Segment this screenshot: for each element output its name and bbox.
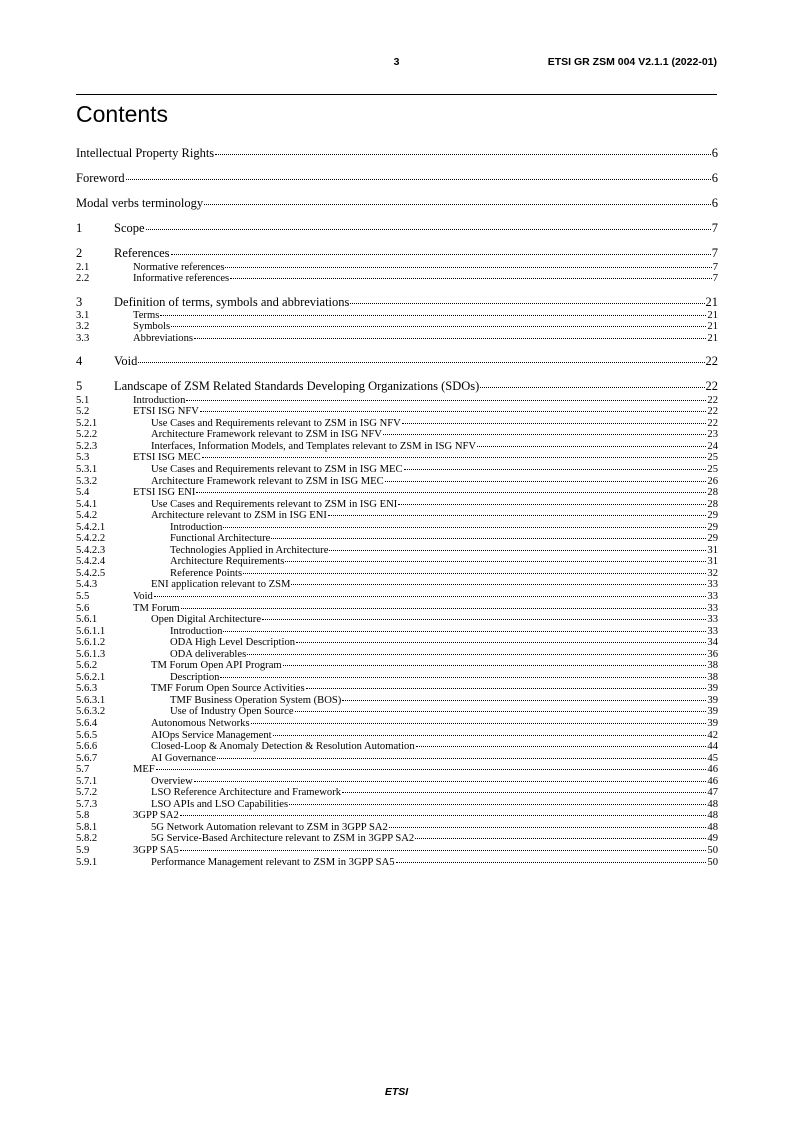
toc-leader-dots: [220, 677, 706, 678]
toc-entry-page: 34: [707, 637, 718, 649]
toc-entry-title: TM Forum Open API Program: [151, 660, 282, 672]
toc-entry[interactable]: [76, 296, 718, 311]
toc-entry-number: 5.6.2: [76, 660, 98, 672]
toc-entry-number: 5.6.2.1: [76, 671, 106, 683]
toc-entry-page: 7: [712, 273, 718, 285]
toc-entry-number: 5.4.2: [76, 510, 98, 522]
toc-leader-dots: [196, 492, 706, 493]
toc-entry-title: Abbreviations: [133, 332, 194, 344]
toc-leader-dots: [247, 654, 706, 655]
toc-leader-dots: [223, 527, 706, 528]
toc-leader-dots: [194, 781, 707, 782]
toc-entry-page: 44: [707, 741, 718, 753]
toc-leader-dots: [138, 362, 704, 363]
toc-leader-dots: [180, 815, 707, 816]
toc-entry-number: 5.4: [76, 487, 90, 499]
toc-entry-number: 5.7.1: [76, 775, 98, 787]
toc-leader-dots: [230, 278, 712, 279]
toc-entry-page: 33: [707, 590, 718, 602]
toc-entry-number: 3.1: [76, 309, 90, 321]
toc-leader-dots: [243, 573, 706, 574]
toc-entry-title: Open Digital Architecture: [151, 614, 262, 626]
toc-entry-page: 29: [707, 510, 718, 522]
toc-entry-page: 22: [705, 379, 718, 394]
toc-entry[interactable]: [76, 580, 718, 592]
toc-entry-title: Technologies Applied in Architecture: [170, 544, 329, 556]
toc-entry-number: 5.3.2: [76, 475, 98, 487]
toc-entry-title: Autonomous Networks: [151, 718, 250, 729]
toc-entry-title: Scope: [114, 221, 145, 236]
toc-entry[interactable]: [76, 247, 718, 262]
toc-entry-page: 48: [707, 810, 718, 822]
toc-entry-title: AIOps Service Management: [151, 729, 272, 741]
toc-entry-page: 47: [707, 787, 718, 799]
toc-leader-dots: [480, 387, 704, 388]
toc-entry-page: 48: [707, 821, 718, 833]
toc-entry-title: Interfaces, Information Models, and Templates relevant to ZSM in ISG NFV: [151, 440, 477, 452]
toc-entry-number: 5.3: [76, 452, 90, 464]
toc-entry[interactable]: [76, 172, 718, 187]
toc-entry-page: 28: [707, 498, 718, 510]
toc-entry-page: 21: [707, 321, 718, 333]
toc-leader-dots: [202, 457, 707, 458]
toc-entry-page: 26: [707, 475, 718, 487]
toc-leader-dots: [389, 827, 707, 828]
toc-leader-dots: [342, 700, 706, 701]
toc-entry[interactable]: [76, 334, 718, 346]
toc-entry[interactable]: [76, 380, 718, 395]
toc-entry-title: Use of Industry Open Source: [170, 706, 294, 718]
toc-entry-number: 5.6.6: [76, 741, 98, 753]
toc-entry[interactable]: [76, 719, 718, 731]
toc-entry[interactable]: [76, 754, 718, 766]
toc-leader-dots: [283, 665, 707, 666]
toc-entry-number: 5.6.7: [76, 752, 98, 764]
toc-leader-dots: [328, 515, 706, 516]
toc-entry-page: 50: [707, 845, 718, 857]
toc-entry-page: 32: [707, 567, 718, 579]
toc-entry-number: 2: [76, 246, 83, 261]
toc-entry-title: AI Governance: [151, 752, 217, 764]
toc-entry-number: 4: [76, 354, 83, 369]
toc-entry-page: 22: [707, 406, 718, 418]
toc-leader-dots: [154, 596, 707, 597]
toc-entry-number: 5.4.2.1: [76, 521, 106, 533]
toc-entry-title: Use Cases and Requirements relevant to ZSM in ISG MEC: [151, 463, 403, 475]
toc-entry-title: Performance Management relevant to ZSM in 3GPP SA5: [151, 856, 395, 868]
toc-entry-number: 5.6: [76, 602, 90, 614]
toc-leader-dots: [180, 850, 707, 851]
toc-leader-dots: [225, 267, 711, 268]
toc-leader-dots: [415, 838, 706, 839]
toc-entry[interactable]: [76, 465, 718, 477]
toc-entry-number: 5.4.2.5: [76, 567, 106, 579]
toc-leader-dots: [398, 504, 706, 505]
toc-leader-dots: [383, 434, 706, 435]
toc-entry-number: 5.6.5: [76, 729, 98, 741]
toc-leader-dots: [200, 411, 706, 412]
toc-entry-page: 28: [707, 487, 718, 499]
toc-entry[interactable]: [76, 638, 718, 650]
toc-entry-page: 25: [707, 463, 718, 475]
toc-entry-title: Architecture Framework relevant to ZSM in ISG NFV: [151, 429, 382, 441]
toc-entry-page: 42: [707, 729, 718, 741]
toc-entry-number: 5.9.1: [76, 856, 98, 868]
toc-entry-number: 5.8: [76, 810, 90, 822]
toc-entry-title: TM Forum: [133, 602, 180, 614]
toc-entry-page: 21: [705, 294, 718, 309]
toc-entry-page: 31: [707, 556, 718, 568]
toc-leader-dots: [295, 711, 707, 712]
page-title: Contents: [76, 101, 169, 127]
toc-entry[interactable]: [76, 742, 718, 754]
toc-entry[interactable]: [76, 488, 718, 500]
toc-leader-dots: [204, 204, 711, 205]
toc-entry-page: 7: [712, 261, 718, 273]
toc-entry-title: Use Cases and Requirements relevant to ZSM in ISG ENI: [151, 498, 398, 510]
toc-entry-page: 38: [707, 660, 718, 672]
toc-leader-dots: [404, 469, 707, 470]
toc-entry-page: 29: [707, 533, 718, 545]
toc-entry-title: Introduction: [170, 521, 223, 533]
toc-entry-title: 3GPP SA2: [133, 810, 179, 822]
footer-etsi: ETSI: [384, 1086, 409, 1098]
toc-leader-dots: [385, 481, 707, 482]
toc-entry-page: 24: [707, 440, 718, 452]
toc-leader-dots: [251, 723, 707, 724]
toc-entry-number: 5.7.3: [76, 798, 98, 810]
toc-leader-dots: [126, 179, 711, 180]
toc-entry-title: Void: [114, 354, 138, 369]
toc-entry-title: Functional Architecture: [170, 533, 271, 545]
toc-entry-page: 48: [707, 798, 718, 810]
toc-entry[interactable]: [76, 858, 718, 870]
toc-leader-dots: [223, 631, 706, 632]
toc-entry-page: 25: [707, 452, 718, 464]
toc-entry-page: 29: [707, 521, 718, 533]
toc-leader-dots: [271, 538, 706, 539]
toc-entry-page: 33: [707, 602, 718, 614]
toc-entry-page: 33: [707, 625, 718, 637]
toc-entry-title: Definition of terms, symbols and abbreviations: [114, 294, 350, 309]
toc-entry-page: 36: [707, 648, 718, 660]
toc-entry-page: 39: [707, 683, 718, 695]
toc-entry-title: Overview: [151, 775, 193, 787]
toc-entry-title: Informative references: [133, 273, 230, 285]
toc-leader-dots: [296, 642, 706, 643]
toc-entry-number: 5.6.3: [76, 683, 98, 695]
toc-entry-number: 5.9: [76, 845, 90, 857]
toc-entry[interactable]: [76, 615, 718, 627]
toc-entry[interactable]: [76, 197, 718, 212]
toc-entry-title: Reference Points: [170, 567, 243, 579]
toc-leader-dots: [171, 326, 706, 327]
toc-entry-number: 3.3: [76, 332, 90, 344]
toc-entry-page: 39: [707, 694, 718, 706]
toc-entry-title: Introduction: [170, 625, 223, 637]
toc-entry-page: 39: [707, 718, 718, 729]
toc-entry-page: 33: [707, 614, 718, 626]
toc-entry[interactable]: [76, 511, 718, 523]
toc-entry-number: 5.2.3: [76, 440, 98, 452]
toc-entry[interactable]: [76, 592, 718, 604]
toc-entry-number: 2.2: [76, 273, 90, 285]
toc-leader-dots: [171, 254, 711, 255]
toc-entry-title: TMF Business Operation System (BOS): [170, 694, 342, 706]
toc-entry-page: 49: [707, 833, 718, 845]
toc-leader-dots: [306, 688, 707, 689]
toc-leader-dots: [402, 423, 707, 424]
toc-entry-number: 5.7: [76, 764, 90, 776]
toc-entry-title: Intellectual Property Rights: [76, 146, 215, 160]
toc-entry-number: 3.2: [76, 321, 90, 333]
toc-entry[interactable]: [76, 765, 718, 777]
toc-entry-number: 5.2.2: [76, 429, 98, 441]
toc-entry-number: 5.8.1: [76, 821, 98, 833]
toc-entry-title: MEF: [133, 764, 155, 776]
toc-leader-dots: [181, 608, 707, 609]
toc-entry-page: 22: [707, 417, 718, 429]
toc-entry[interactable]: [76, 846, 718, 858]
toc-entry-number: 5.5: [76, 590, 90, 602]
toc-entry-number: 5.6.1.2: [76, 637, 106, 649]
toc-leader-dots: [146, 229, 711, 230]
toc-leader-dots: [160, 315, 706, 316]
toc-entry-number: 5.4.3: [76, 579, 98, 591]
toc-entry[interactable]: [76, 311, 718, 323]
toc-entry-page: 33: [707, 579, 718, 591]
toc-entry-title: Symbols: [133, 321, 171, 333]
toc-entry[interactable]: [76, 222, 718, 237]
toc-leader-dots: [273, 735, 707, 736]
toc-leader-dots: [291, 584, 706, 585]
toc-entry-number: 1: [76, 221, 83, 236]
toc-entry-title: 5G Service-Based Architecture relevant to ZSM in 3GPP SA2: [151, 833, 415, 845]
toc-entry-page: 6: [711, 196, 718, 211]
toc-entry-page: 46: [707, 764, 718, 776]
toc-leader-dots: [262, 619, 706, 620]
toc-entry-number: 5.2: [76, 406, 90, 418]
toc-entry-number: 5.2.1: [76, 417, 98, 429]
page-number: 3: [393, 56, 400, 68]
toc-entry-title: 5G Network Automation relevant to ZSM in 3GPP SA2: [151, 821, 388, 833]
toc-entry-title: Use Cases and Requirements relevant to ZSM in ISG NFV: [151, 417, 401, 429]
toc-entry-title: ETSI ISG ENI: [133, 487, 196, 499]
toc-entry-page: 39: [707, 706, 718, 718]
toc-leader-dots: [194, 338, 706, 339]
toc-entry-title: ETSI ISG MEC: [133, 452, 201, 464]
toc-entry-number: 5.6.4: [76, 718, 98, 729]
toc-entry-number: 5.4.2.3: [76, 544, 106, 556]
toc-entry-page: 22: [707, 394, 718, 406]
toc-entry[interactable]: [76, 274, 718, 286]
toc-entry-page: 21: [707, 332, 718, 344]
toc-leader-dots: [350, 303, 704, 304]
toc-entry-number: 5.4.2.4: [76, 556, 106, 568]
toc-entry-title: Architecture Requirements: [170, 556, 285, 568]
toc-entry[interactable]: [76, 147, 718, 162]
toc-leader-dots: [342, 792, 706, 793]
table-of-contents: [76, 147, 718, 869]
toc-entry[interactable]: [76, 355, 718, 370]
toc-entry-number: 5.1: [76, 394, 90, 406]
document-id: ETSI GR ZSM 004 V2.1.1 (2022-01): [547, 56, 717, 68]
toc-entry-number: 5.8.2: [76, 833, 98, 845]
toc-entry-number: 5.6.1.3: [76, 648, 106, 660]
toc-entry-title: Architecture relevant to ZSM in ISG ENI: [151, 510, 327, 522]
toc-entry-title: LSO Reference Architecture and Framework: [151, 787, 342, 799]
toc-entry-title: Architecture Framework relevant to ZSM in ISG MEC: [151, 475, 384, 487]
toc-entry-number: 5.3.1: [76, 463, 98, 475]
toc-entry-page: 46: [707, 775, 718, 787]
toc-entry-title: 3GPP SA5: [133, 845, 179, 857]
toc-entry-page: 6: [711, 171, 718, 186]
toc-entry-number: 5.7.2: [76, 787, 98, 799]
toc-entry-title: Terms: [133, 309, 160, 321]
toc-entry-number: 2.1: [76, 261, 90, 273]
toc-entry-title: LSO APIs and LSO Capabilities: [151, 798, 289, 810]
toc-entry-number: 5.6.1.1: [76, 625, 106, 637]
toc-leader-dots: [477, 446, 706, 447]
toc-entry-title: Foreword: [76, 171, 125, 186]
toc-entry-title: TMF Forum Open Source Activities: [151, 683, 305, 695]
toc-entry-page: 6: [711, 146, 718, 160]
toc-entry-title: ENI application relevant to ZSM: [151, 579, 291, 591]
toc-entry-page: 50: [707, 856, 718, 868]
toc-leader-dots: [285, 561, 706, 562]
toc-leader-dots: [186, 400, 706, 401]
toc-entry-title: Description: [170, 671, 220, 683]
toc-entry-number: 5.4.2.2: [76, 533, 106, 545]
toc-leader-dots: [396, 862, 707, 863]
toc-entry-number: 5: [76, 379, 83, 394]
toc-entry-title: References: [114, 246, 170, 261]
toc-entry-page: 7: [711, 221, 718, 236]
toc-entry-page: 31: [707, 544, 718, 556]
toc-entry-page: 38: [707, 671, 718, 683]
toc-entry-title: Normative references: [133, 261, 225, 273]
toc-entry-title: ODA High Level Description: [170, 637, 296, 649]
toc-entry-title: Closed-Loop & Anomaly Detection & Resolution Automation: [151, 741, 415, 753]
toc-leader-dots: [217, 758, 706, 759]
toc-entry-number: 5.6.3.2: [76, 706, 106, 718]
toc-entry-page: 23: [707, 429, 718, 441]
toc-entry-title: Introduction: [133, 394, 186, 406]
toc-entry-page: 45: [707, 752, 718, 764]
toc-entry-page: 7: [711, 246, 718, 261]
toc-leader-dots: [156, 769, 707, 770]
toc-entry-title: ODA deliverables: [170, 648, 247, 660]
toc-entry-title: Void: [133, 590, 153, 602]
toc-leader-dots: [215, 154, 711, 155]
toc-entry-page: 22: [705, 354, 718, 369]
header-rule: [76, 94, 717, 95]
toc-entry-number: 3: [76, 294, 83, 309]
toc-entry-page: 21: [707, 309, 718, 321]
toc-entry-number: 5.6.3.1: [76, 694, 106, 706]
toc-entry-title: Modal verbs terminology: [76, 196, 204, 211]
toc-entry-title: Landscape of ZSM Related Standards Developing Organizations (SDOs): [114, 379, 480, 394]
toc-entry-number: 5.6.1: [76, 614, 98, 626]
toc-entry-title: ETSI ISG NFV: [133, 406, 199, 418]
page-header: [76, 56, 717, 70]
toc-entry-number: 5.4.1: [76, 498, 98, 510]
toc-leader-dots: [329, 550, 706, 551]
toc-leader-dots: [416, 746, 707, 747]
toc-leader-dots: [289, 804, 706, 805]
